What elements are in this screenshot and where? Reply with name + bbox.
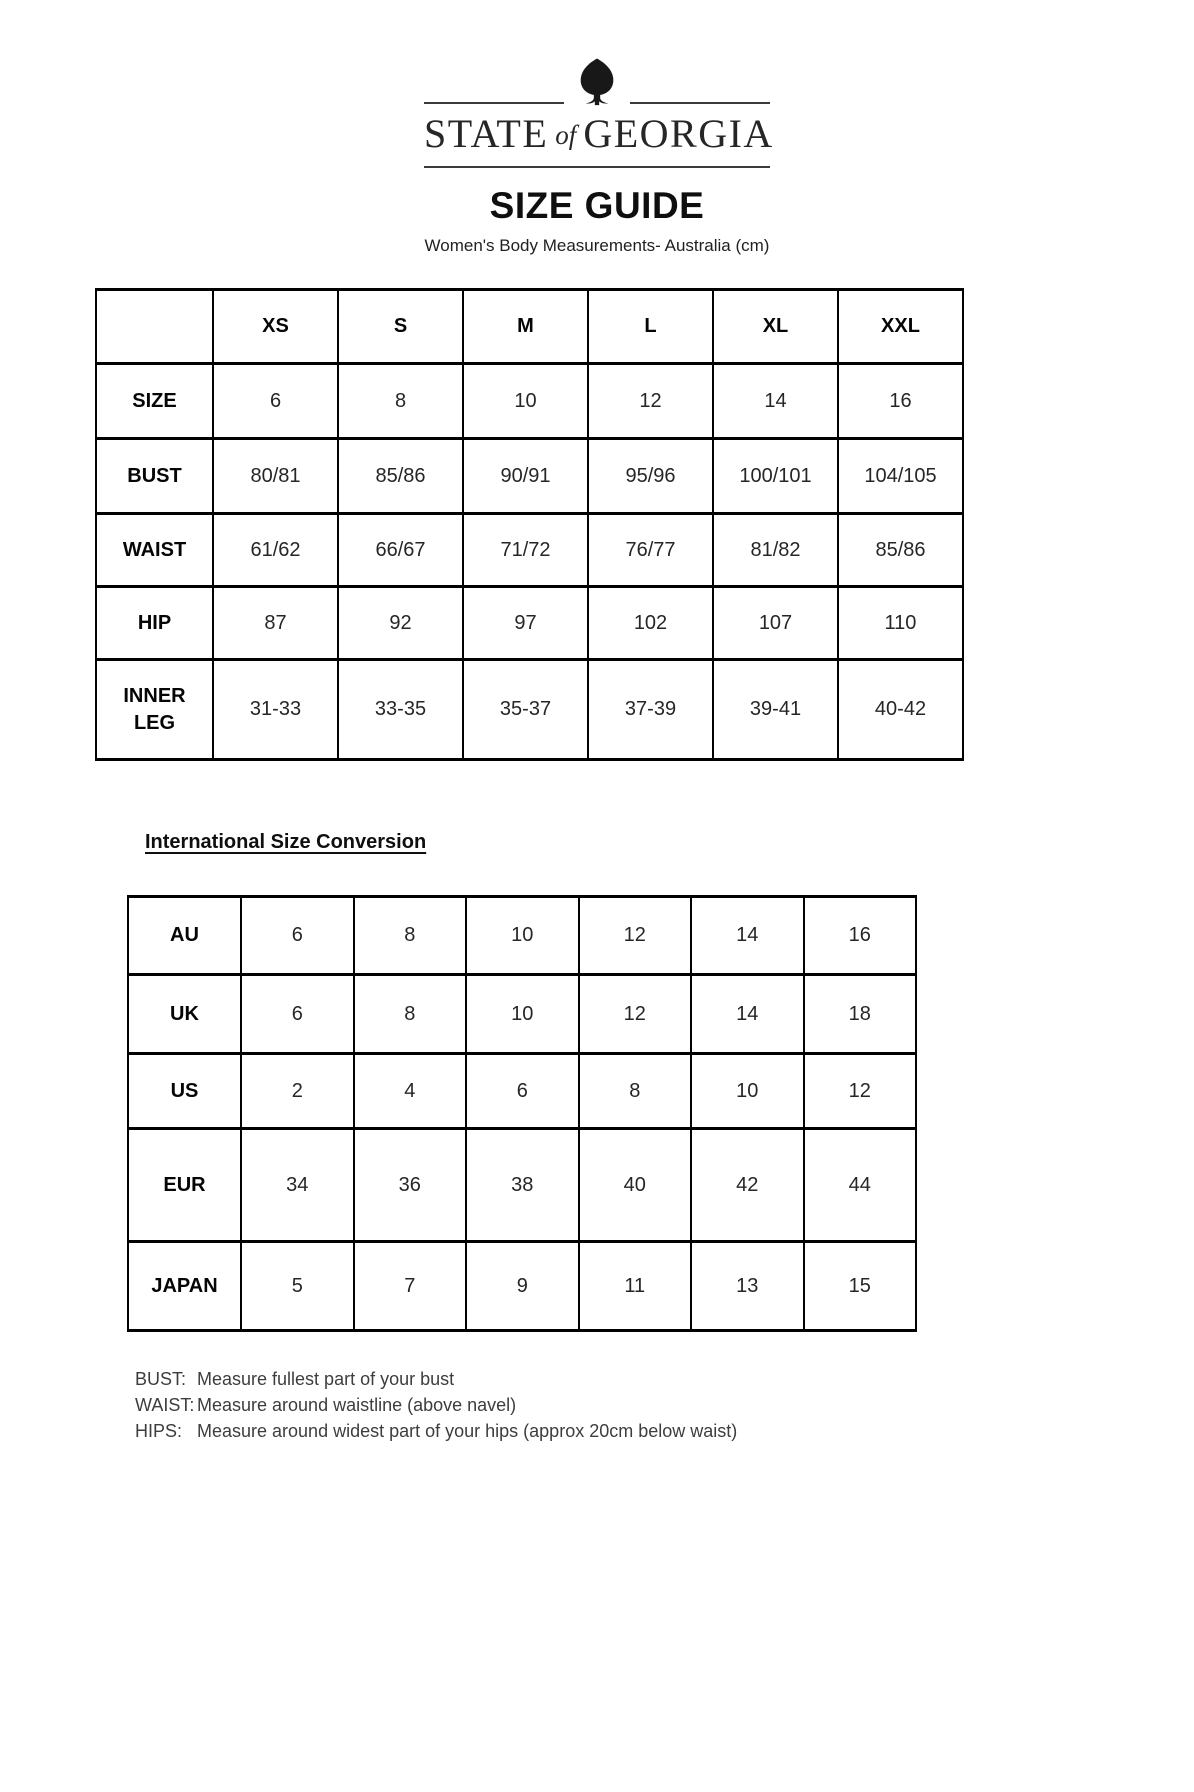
row-label-hip: HIP — [96, 587, 213, 660]
brand-name-left: STATE — [424, 111, 549, 156]
table-row-au — [128, 897, 916, 975]
cell-us-2: 4 — [354, 1054, 467, 1129]
cell-hip-l: 102 — [588, 587, 713, 660]
row-label-eur: EUR — [128, 1129, 241, 1242]
size-header-xl: XL — [713, 290, 838, 364]
cell-hip-xl: 107 — [713, 587, 838, 660]
cell-size-xxl: 16 — [838, 364, 963, 439]
table-row-eur — [128, 1129, 916, 1242]
cell-japan-5: 13 — [691, 1242, 804, 1331]
page-subtitle: Women's Body Measurements- Australia (cm) — [424, 236, 770, 255]
row-label-japan: JAPAN — [128, 1242, 241, 1331]
cell-hip-s: 92 — [338, 587, 463, 660]
cell-innerleg-m: 35-37 — [463, 660, 588, 760]
cell-waist-l: 76/77 — [588, 514, 713, 587]
cell-japan-4: 11 — [579, 1242, 692, 1331]
row-label-bust: BUST — [96, 439, 213, 514]
cell-japan-6: 15 — [804, 1242, 917, 1331]
cell-bust-m: 90/91 — [463, 439, 588, 514]
note-hips — [135, 1418, 737, 1444]
size-header-l: L — [588, 290, 713, 364]
cell-waist-xxl: 85/86 — [838, 514, 963, 587]
cell-us-4: 8 — [579, 1054, 692, 1129]
cell-innerleg-s: 33-35 — [338, 660, 463, 760]
row-label-uk: UK — [128, 975, 241, 1054]
cell-uk-2: 8 — [354, 975, 467, 1054]
cell-uk-6: 18 — [804, 975, 917, 1054]
measuring-notes — [135, 1366, 737, 1444]
corner-cell — [96, 290, 213, 364]
row-label-waist: WAIST — [96, 514, 213, 587]
logo-rule-left — [424, 102, 564, 104]
cell-uk-1: 6 — [241, 975, 354, 1054]
note-description-waist: Measure around waistline (above navel) — [197, 1395, 517, 1415]
cell-eur-6: 44 — [804, 1129, 917, 1242]
cell-au-5: 14 — [691, 897, 804, 975]
cell-uk-4: 12 — [579, 975, 692, 1054]
cell-au-2: 8 — [354, 897, 467, 975]
row-label-au: AU — [128, 897, 241, 975]
row-label-size: SIZE — [96, 364, 213, 439]
note-bust — [135, 1366, 737, 1392]
size-header-xxl: XXL — [838, 290, 963, 364]
cell-size-xl: 14 — [713, 364, 838, 439]
cell-innerleg-xl: 39-41 — [713, 660, 838, 760]
cell-uk-5: 14 — [691, 975, 804, 1054]
logo-rule-bottom — [424, 166, 770, 168]
cell-hip-m: 97 — [463, 587, 588, 660]
measurements-table — [95, 288, 964, 761]
page-title: SIZE GUIDE — [489, 185, 705, 226]
cell-us-6: 12 — [804, 1054, 917, 1129]
cell-au-4: 12 — [579, 897, 692, 975]
note-description-bust: Measure fullest part of your bust — [197, 1369, 455, 1389]
conversion-table — [127, 895, 917, 1332]
note-term-hips: HIPS: — [135, 1421, 183, 1441]
cell-japan-1: 5 — [241, 1242, 354, 1331]
note-term-waist: WAIST: — [135, 1395, 195, 1415]
cell-hip-xxl: 110 — [838, 587, 963, 660]
cell-japan-2: 7 — [354, 1242, 467, 1331]
table-row-uk — [128, 975, 916, 1054]
size-header-m: M — [463, 290, 588, 364]
table-row-us — [128, 1054, 916, 1129]
cell-waist-m: 71/72 — [463, 514, 588, 587]
cell-eur-4: 40 — [579, 1129, 692, 1242]
table-row-waist — [96, 514, 963, 587]
cell-japan-3: 9 — [466, 1242, 579, 1331]
table-row-size — [96, 364, 963, 439]
cell-bust-xl: 100/101 — [713, 439, 838, 514]
cell-waist-xl: 81/82 — [713, 514, 838, 587]
cell-au-3: 10 — [466, 897, 579, 975]
row-label-us: US — [128, 1054, 241, 1129]
cell-eur-2: 36 — [354, 1129, 467, 1242]
cell-size-m: 10 — [463, 364, 588, 439]
table-row-bust — [96, 439, 963, 514]
cell-hip-xs: 87 — [213, 587, 338, 660]
brand-name-of: of — [555, 120, 577, 150]
logo-rule-right — [630, 102, 770, 104]
note-waist — [135, 1392, 737, 1418]
brand-name-right: GEORGIA — [583, 111, 774, 156]
size-header-xs: XS — [213, 290, 338, 364]
note-description-hips: Measure around widest part of your hips (approx 20cm below waist) — [197, 1421, 738, 1441]
cell-size-l: 12 — [588, 364, 713, 439]
cell-innerleg-l: 37-39 — [588, 660, 713, 760]
cell-us-5: 10 — [691, 1054, 804, 1129]
table-row-hip — [96, 587, 963, 660]
table-row-japan — [128, 1242, 916, 1331]
cell-us-1: 2 — [241, 1054, 354, 1129]
measurements-header-row — [96, 290, 963, 364]
cell-au-6: 16 — [804, 897, 917, 975]
logo-top-row — [424, 56, 770, 106]
cell-bust-l: 95/96 — [588, 439, 713, 514]
cell-eur-5: 42 — [691, 1129, 804, 1242]
table-row-inner-leg — [96, 660, 963, 760]
cell-eur-1: 34 — [241, 1129, 354, 1242]
brand-header — [424, 56, 774, 256]
conversion-heading: International Size Conversion — [145, 831, 427, 853]
tree-logo-icon — [568, 58, 626, 106]
cell-size-s: 8 — [338, 364, 463, 439]
cell-waist-xs: 61/62 — [213, 514, 338, 587]
cell-uk-3: 10 — [466, 975, 579, 1054]
row-label-inner-leg: INNER LEG — [96, 660, 213, 760]
cell-bust-s: 85/86 — [338, 439, 463, 514]
size-header-s: S — [338, 290, 463, 364]
cell-waist-s: 66/67 — [338, 514, 463, 587]
cell-innerleg-xs: 31-33 — [213, 660, 338, 760]
cell-innerleg-xxl: 40-42 — [838, 660, 963, 760]
cell-bust-xs: 80/81 — [213, 439, 338, 514]
note-term-bust: BUST: — [135, 1369, 187, 1389]
cell-bust-xxl: 104/105 — [838, 439, 963, 514]
cell-au-1: 6 — [241, 897, 354, 975]
brand-name — [424, 110, 774, 157]
cell-eur-3: 38 — [466, 1129, 579, 1242]
cell-us-3: 6 — [466, 1054, 579, 1129]
cell-size-xs: 6 — [213, 364, 338, 439]
